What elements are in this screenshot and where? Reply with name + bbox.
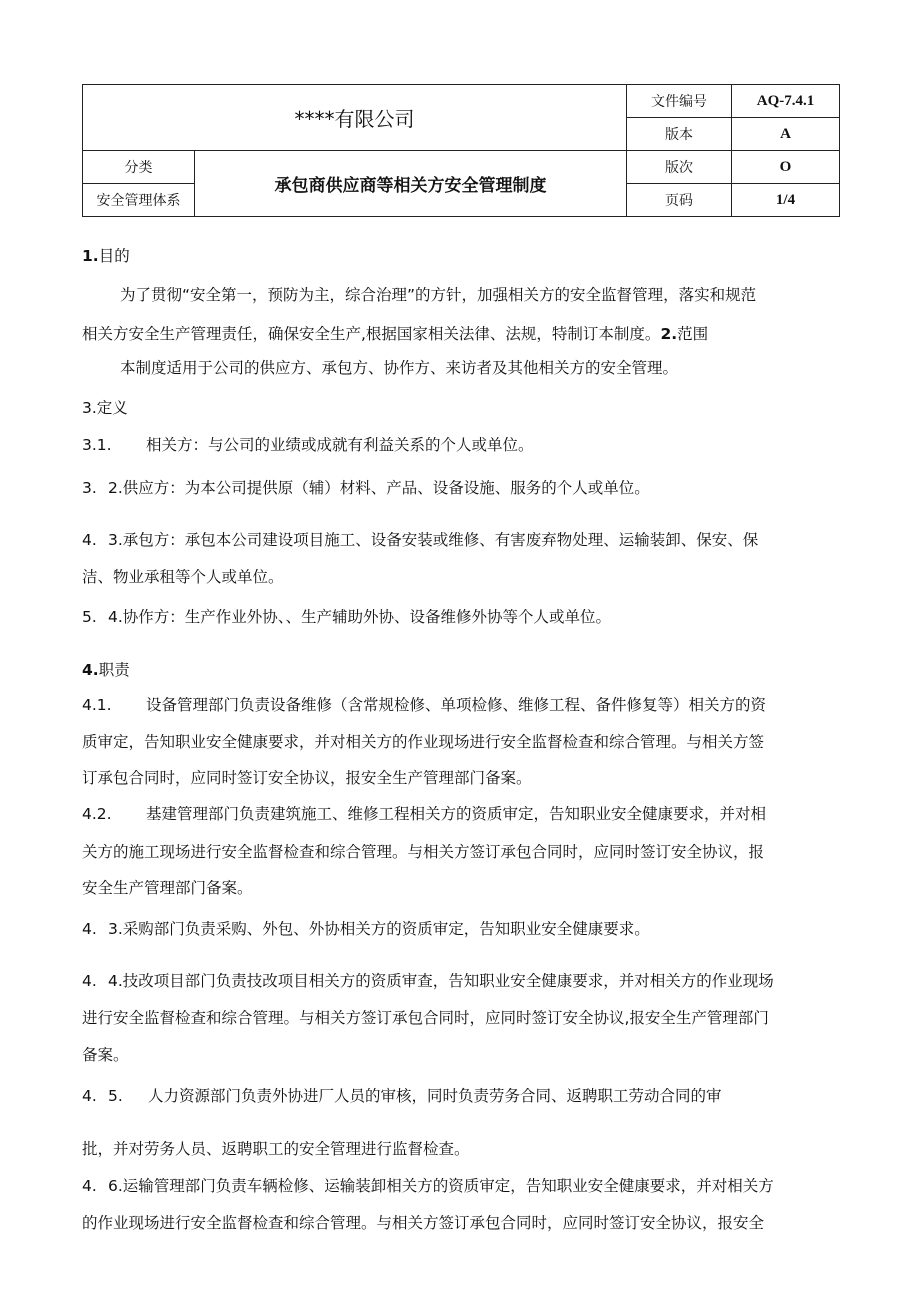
section-1-number: 1. <box>82 247 99 265</box>
duty-2-line-3: 安全生产管理部门备案。 <box>82 879 253 897</box>
section-1-title: 目的 <box>98 247 130 265</box>
section-4-heading <box>82 659 842 681</box>
duty-1-line-1 <box>82 694 842 716</box>
duty-6-line-1 <box>82 1175 842 1197</box>
duty-3-number: 4. <box>82 920 97 938</box>
duty-4-line-3: 备案。 <box>82 1046 129 1064</box>
page-value: 1/4 <box>732 184 840 217</box>
page-label: 页码 <box>627 184 732 217</box>
duty-1-line-3: 订承包合同时，应同时签订安全协议，报安全生产管理部门备案。 <box>82 769 532 787</box>
purpose-line-2-text: 相关方安全生产管理责任，确保安全生产,根据国家相关法律、法规，特制订本制度。 <box>82 325 661 343</box>
duty-2-line-2: 关方的施工现场进行安全监督检查和综合管理。与相关方签订承包合同时，应同时签订安全协议，报 <box>82 843 765 861</box>
definition-2 <box>82 477 842 499</box>
definition-4-number: 5. <box>82 608 97 626</box>
definition-4 <box>82 606 842 628</box>
definition-3-line-1 <box>82 529 842 551</box>
duty-1-text: 设备管理部门负责设备维修（含常规检修、单项检修、维修工程、备件修复等）相关方的资 <box>146 696 767 714</box>
duty-5-text: 人力资源部门负责外协进厂人员的审核，同时负责劳务合同、返聘职工劳动合同的审 <box>148 1087 722 1105</box>
section-1-heading <box>82 245 842 267</box>
duty-3 <box>82 918 842 940</box>
scope-paragraph: 本制度适用于公司的供应方、承包方、协作方、来访者及其他相关方的安全管理。 <box>120 359 679 377</box>
duty-1-number: 4.1. <box>82 696 112 714</box>
section-2-title: 范围 <box>677 325 709 343</box>
section-4-title: 职责 <box>98 661 130 679</box>
revision-label: 版次 <box>627 151 732 184</box>
duty-6-text: 6.运输管理部门负责车辆检修、运输装卸相关方的资质审定，告知职业安全健康要求，并对相关方 <box>108 1177 774 1195</box>
purpose-line-2 <box>82 323 842 345</box>
duty-5-number: 4. <box>82 1087 97 1105</box>
definition-1 <box>82 434 842 456</box>
category-value: 安全管理体系 <box>83 184 195 217</box>
duty-3-text: 3.采购部门负责采购、外包、外协相关方的资质审定，告知职业安全健康要求。 <box>108 920 650 938</box>
document-header-table <box>82 84 840 217</box>
duty-2-number: 4.2. <box>82 805 112 823</box>
duty-5-subnumber: 5. <box>108 1087 123 1105</box>
duty-1-line-2: 质审定，告知职业安全健康要求，并对相关方的作业现场进行安全监督检查和综合管理。与相关方签 <box>82 733 765 751</box>
definition-3-line-2: 洁、物业承租等个人或单位。 <box>82 568 284 586</box>
section-3-heading: 3.定义 <box>82 399 128 417</box>
duty-6-number: 4. <box>82 1177 97 1195</box>
doc-no-value: AQ-7.4.1 <box>732 85 840 118</box>
section-4-number: 4. <box>82 661 99 679</box>
purpose-line-1: 为了贯彻“安全第一，预防为主，综合治理”的方针，加强相关方的安全监督管理，落实和规范 <box>120 286 757 304</box>
definition-3-text: 3.承包方：承包本公司建设项目施工、设备安装或维修、有害废弃物处理、运输装卸、保安、保 <box>108 531 759 549</box>
duty-2-text: 基建管理部门负责建筑施工、维修工程相关方的资质审定，告知职业安全健康要求，并对相 <box>146 805 767 823</box>
definition-1-number: 3.1. <box>82 436 112 454</box>
version-value: A <box>732 118 840 151</box>
duty-5-line-2: 批，并对劳务人员、返聘职工的安全管理进行监督检查。 <box>82 1140 470 1158</box>
definition-2-text: 2.供应方：为本公司提供原（辅）材料、产品、设备设施、服务的个人或单位。 <box>108 479 650 497</box>
definition-2-number: 3. <box>82 479 97 497</box>
duty-4-text: 4.技改项目部门负责技改项目相关方的资质审查，告知职业安全健康要求，并对相关方的作业现场 <box>108 972 774 990</box>
version-label: 版本 <box>627 118 732 151</box>
company-name: ****有限公司 <box>83 85 627 151</box>
section-2-number: 2. <box>660 325 678 343</box>
definition-3-number: 4. <box>82 531 97 549</box>
category-label: 分类 <box>83 151 195 184</box>
duty-6-line-2: 的作业现场进行安全监督检查和综合管理。与相关方签订承包合同时，应同时签订安全协议，报安全 <box>82 1214 765 1232</box>
definition-1-text: 相关方：与公司的业绩或成就有利益关系的个人或单位。 <box>146 436 534 454</box>
duty-4-line-1 <box>82 970 842 992</box>
revision-value: O <box>732 151 840 184</box>
duty-5-line-1 <box>82 1085 842 1107</box>
duty-2-line-1 <box>82 803 842 825</box>
duty-4-line-2: 进行安全监督检查和综合管理。与相关方签订承包合同时，应同时签订安全协议,报安全生产管理部门 <box>82 1009 769 1027</box>
doc-no-label: 文件编号 <box>627 85 732 118</box>
definition-4-text: 4.协作方：生产作业外协、、生产辅助外协、设备维修外协等个人或单位。 <box>108 608 612 626</box>
document-title: 承包商供应商等相关方安全管理制度 <box>195 151 627 217</box>
duty-4-number: 4. <box>82 972 97 990</box>
